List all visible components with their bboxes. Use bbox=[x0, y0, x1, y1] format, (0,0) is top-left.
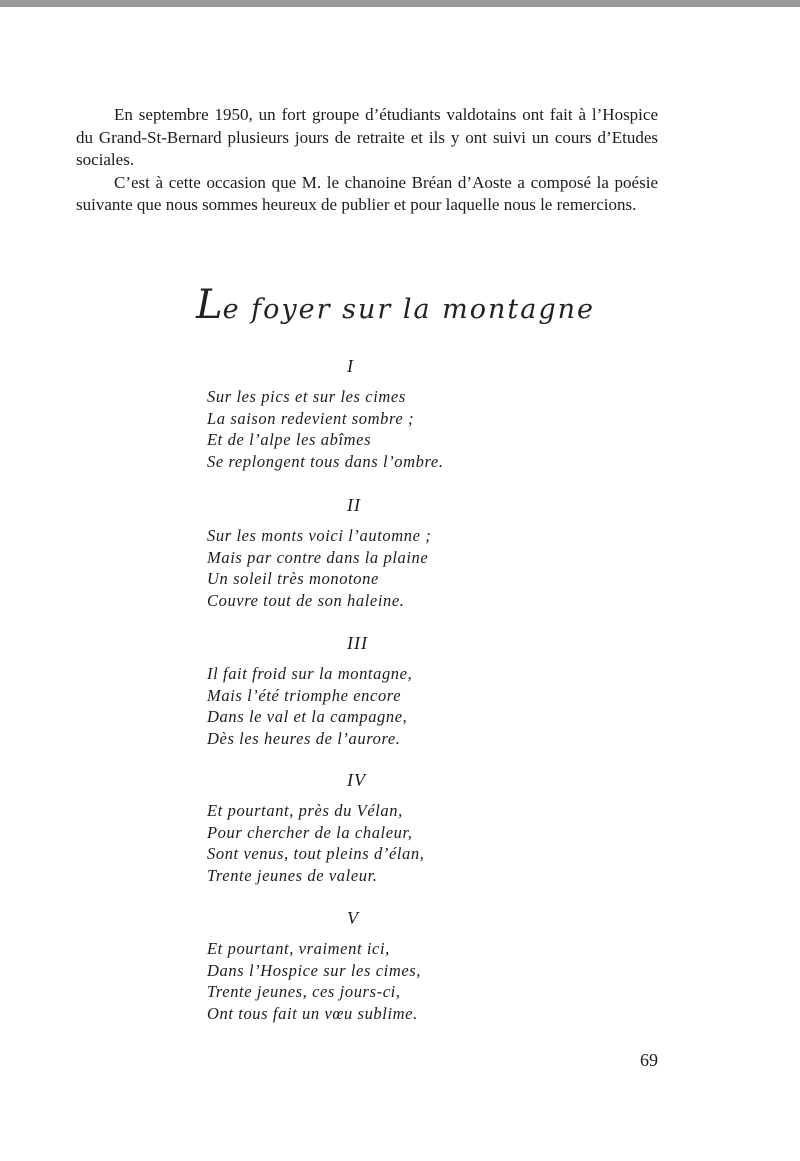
poem-line: Et pourtant, vraiment ici, bbox=[207, 939, 390, 958]
poem-line: Sont venus, tout pleins d’élan, bbox=[207, 844, 425, 864]
poem-line: Sur les monts voici l’automne ; bbox=[207, 526, 432, 545]
poem-line: La saison redevient sombre ; bbox=[207, 408, 415, 428]
poem-line: Un soleil très monotone bbox=[207, 569, 379, 589]
poem-line: Il fait froid sur la montagne, bbox=[207, 664, 413, 683]
poem-title bbox=[196, 282, 596, 328]
poem-line: Mais par contre dans la plaine bbox=[207, 547, 429, 567]
stanza-numeral: III bbox=[347, 633, 368, 653]
stanza-lines bbox=[207, 800, 425, 886]
poem-line: Et pourtant, près du Vélan, bbox=[207, 801, 403, 820]
poem-line: Pour chercher de la chaleur, bbox=[207, 822, 413, 842]
stanza-numeral: I bbox=[347, 356, 354, 376]
stanza-numeral: V bbox=[347, 908, 359, 928]
poem-line: Dès les heures de l’aurore. bbox=[207, 728, 401, 748]
poem-line: Trente jeunes de valeur. bbox=[207, 865, 378, 885]
stanza-lines bbox=[207, 663, 412, 749]
stanza-numeral: IV bbox=[347, 770, 366, 790]
poem-title-initial: L bbox=[196, 282, 223, 328]
poem-line: Sur les pics et sur les cimes bbox=[207, 387, 406, 406]
poem-line: Trente jeunes, ces jours-ci, bbox=[207, 982, 401, 1002]
top-edge-rule bbox=[0, 0, 800, 7]
stanza-lines bbox=[207, 386, 444, 472]
poem-title-rest: e foyer sur la montagne bbox=[222, 294, 595, 325]
page-number: 69 bbox=[640, 1050, 658, 1070]
intro-paragraph-1: En septembre 1950, un fort groupe d’étudiants valdotains ont fait à l’Hospice du Grand-St-Bernard plusieurs jours de retraite et ils y ont suivi un cours d’Etudes sociales. bbox=[76, 105, 658, 169]
poem-line: Dans le val et la campagne, bbox=[207, 707, 408, 727]
stanza-lines bbox=[207, 938, 421, 1024]
poem-line: Couvre tout de son haleine. bbox=[207, 590, 405, 610]
intro-paragraph-2: C’est à cette occasion que M. le chanoine Bréan d’Aoste a composé la poésie suivante que nous sommes heureux de publier et pour laquelle nous le remercions. bbox=[76, 172, 658, 214]
poem-line: Ont tous fait un vœu sublime. bbox=[207, 1003, 418, 1023]
poem-line: Dans l’Hospice sur les cimes, bbox=[207, 960, 421, 980]
poem-line: Se replongent tous dans l’ombre. bbox=[207, 451, 444, 471]
poem-line: Et de l’alpe les abîmes bbox=[207, 430, 372, 450]
poem-line: Mais l’été triomphe encore bbox=[207, 685, 402, 705]
stanza-numeral: II bbox=[347, 495, 361, 515]
stanza-lines bbox=[207, 525, 431, 611]
intro-text bbox=[76, 104, 658, 217]
